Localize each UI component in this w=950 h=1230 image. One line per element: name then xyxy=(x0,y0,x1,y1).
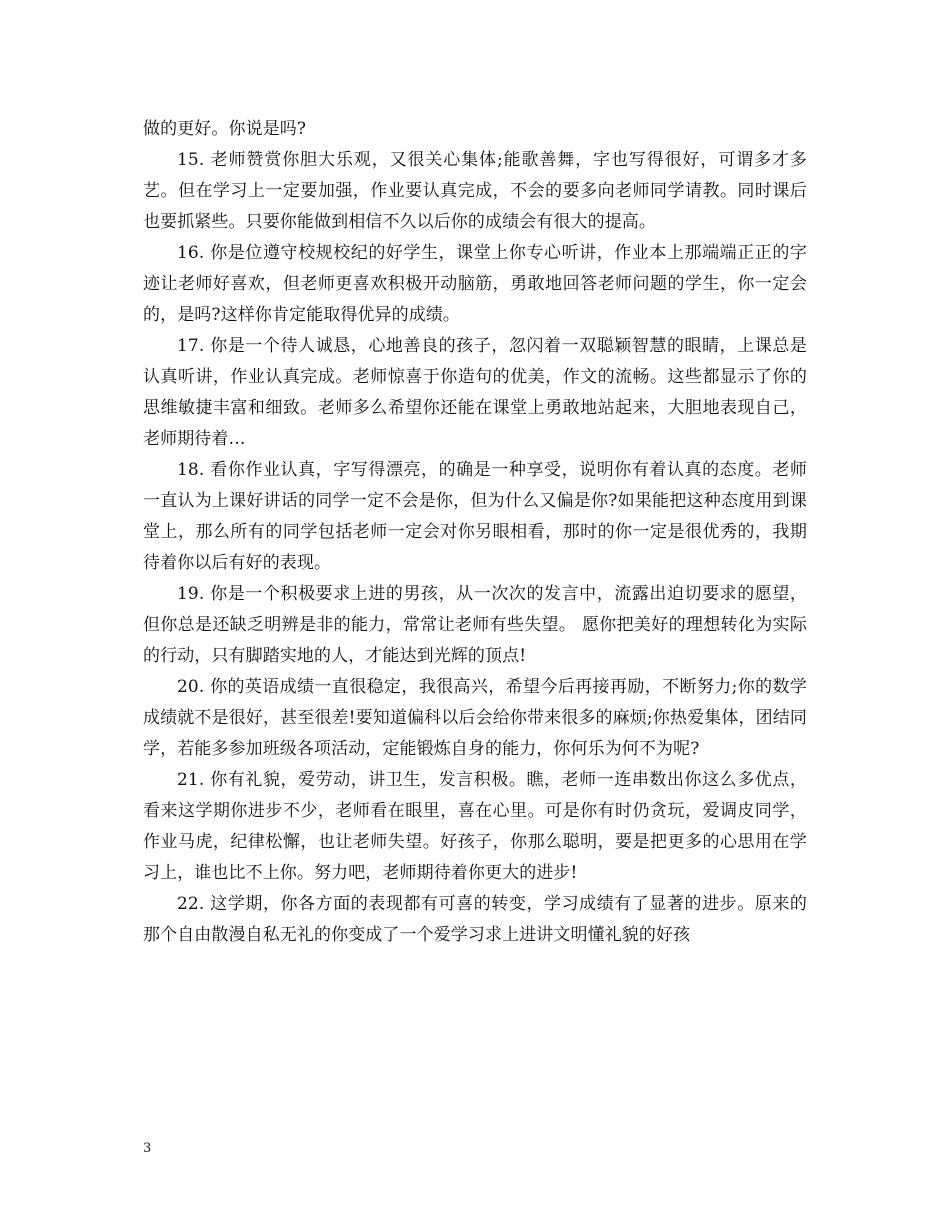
paragraph: 16. 你是位遵守校规校纪的好学生，课堂上你专心听讲，作业本上那端端正正的字迹让老师好喜欢，但老师更喜欢积极开动脑筋，勇敢地回答老师问题的学生，你一定会的，是吗?这样你肯定能取得优异的成绩。 xyxy=(143,243,807,325)
paragraph: 20. 你的英语成绩一直很稳定，我很高兴，希望今后再接再励，不断努力;你的数学成绩就不是很好，甚至很差!要知道偏科以后会给你带来很多的麻烦;你热爱集体，团结同学，若能多参加班级各项活动，定能锻炼自身的能力，你何乐为何不为呢? xyxy=(143,677,807,759)
paragraph: 做的更好。你说是吗? xyxy=(143,119,307,139)
document-body xyxy=(143,114,807,951)
paragraph: 22. 这学期，你各方面的表现都有可喜的转变，学习成绩有了显著的进步。原来的那个自由散漫自私无礼的你变成了一个爱学习求上进讲文明懂礼貌的好孩 xyxy=(143,894,807,945)
paragraph: 19. 你是一个积极要求上进的男孩，从一次次的发言中，流露出迫切要求的愿望，但你总是还缺乏明辨是非的能力，常常让老师有些失望。 愿你把美好的理想转化为实际的行动，只有脚踏实地的人，才能达到光辉的顶点! xyxy=(143,584,807,666)
paragraph: 17. 你是一个待人诚恳，心地善良的孩子，忽闪着一双聪颖智慧的眼睛，上课总是认真听讲，作业认真完成。老师惊喜于你造句的优美，作文的流畅。这些都显示了你的思维敏捷丰富和细致。老师多么希望你还能在课堂上勇敢地站起来，大胆地表现自己，老师期待着… xyxy=(143,336,807,449)
page-number: 3 xyxy=(143,1141,152,1156)
paragraph: 18. 看你作业认真，字写得漂亮，的确是一种享受，说明你有着认真的态度。老师一直认为上课好讲话的同学一定不会是你，但为什么又偏是你?如果能把这种态度用到课堂上，那么所有的同学包括老师一定会对你另眼相看，那时的你一定是很优秀的，我期待着你以后有好的表现。 xyxy=(143,460,807,573)
paragraph: 21. 你有礼貌，爱劳动，讲卫生，发言积极。瞧，老师一连串数出你这么多优点，看来这学期你进步不少，老师看在眼里，喜在心里。可是你有时仍贪玩，爱调皮同学，作业马虎，纪律松懈，也让老师失望。好孩子，你那么聪明，要是把更多的心思用在学习上，谁也比不上你。努力吧，老师期待着你更大的进步! xyxy=(143,770,807,883)
paragraph: 15. 老师赞赏你胆大乐观，又很关心集体;能歌善舞，字也写得很好，可谓多才多艺。但在学习上一定要加强，作业要认真完成，不会的要多向老师同学请教。同时课后也要抓紧些。只要你能做到相信不久以后你的成绩会有很大的提高。 xyxy=(143,150,807,232)
